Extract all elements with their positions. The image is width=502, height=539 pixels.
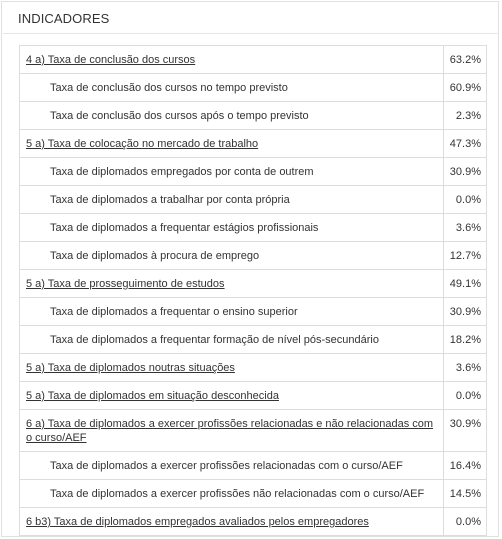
indicator-label-cell	[20, 214, 444, 242]
indicator-row	[20, 410, 487, 452]
sub-indicator-label: Taxa de diplomados a frequentar o ensino superior	[50, 306, 298, 318]
indicator-value: 47.3%	[444, 130, 487, 158]
indicator-label-cell	[20, 452, 444, 480]
sub-indicator-row	[20, 158, 487, 186]
indicator-label-cell	[20, 46, 444, 74]
indicator-value: 30.9%	[444, 410, 487, 452]
sub-indicator-label: Taxa de conclusão dos cursos após o tempo previsto	[50, 110, 309, 122]
indicator-label-cell	[20, 130, 444, 158]
sub-indicator-label: Taxa de diplomados a exercer profissões relacionadas com o curso/AEF	[50, 460, 403, 472]
sub-indicator-label: Taxa de diplomados a frequentar estágios profissionais	[50, 222, 319, 234]
indicator-link[interactable]: 5 a) Taxa de prosseguimento de estudos	[26, 278, 225, 290]
title-divider	[3, 33, 499, 34]
indicator-label-cell	[20, 270, 444, 298]
sub-indicator-row	[20, 186, 487, 214]
indicator-link[interactable]: 6 b3) Taxa de diplomados empregados avaliados pelos empregadores	[26, 516, 369, 528]
indicator-row	[20, 130, 487, 158]
indicator-value: 30.9%	[444, 298, 487, 326]
panel-title: INDICADORES	[18, 11, 110, 26]
sub-indicator-label: Taxa de diplomados à procura de emprego	[50, 250, 260, 262]
indicator-label-cell	[20, 298, 444, 326]
indicator-link[interactable]: 6 a) Taxa de diplomados a exercer profissões relacionadas e não relacionadas com o curso/AEF	[26, 418, 434, 444]
indicator-value: 0.0%	[444, 186, 487, 214]
indicator-row	[20, 46, 487, 74]
indicator-label-cell	[20, 158, 444, 186]
indicator-label-cell	[20, 480, 444, 508]
indicator-value: 63.2%	[444, 46, 487, 74]
sub-indicator-row	[20, 452, 487, 480]
indicators-table-body	[20, 46, 487, 536]
sub-indicator-label: Taxa de conclusão dos cursos no tempo previsto	[50, 82, 288, 94]
indicator-row	[20, 382, 487, 410]
indicator-value: 49.1%	[444, 270, 487, 298]
indicator-link[interactable]: 5 a) Taxa de diplomados noutras situações	[26, 362, 235, 374]
sub-indicator-row	[20, 242, 487, 270]
sub-indicator-row	[20, 298, 487, 326]
indicator-label-cell	[20, 382, 444, 410]
indicator-value: 12.7%	[444, 242, 487, 270]
indicator-row	[20, 508, 487, 536]
indicator-value: 30.9%	[444, 158, 487, 186]
indicator-link[interactable]: 4 a) Taxa de conclusão dos cursos	[26, 54, 196, 66]
indicator-label-cell	[20, 354, 444, 382]
indicator-label-cell	[20, 410, 444, 452]
indicator-label-cell	[20, 242, 444, 270]
sub-indicator-row	[20, 74, 487, 102]
indicators-panel	[1, 1, 499, 537]
indicator-value: 16.4%	[444, 452, 487, 480]
indicator-value: 3.6%	[444, 214, 487, 242]
sub-indicator-label: Taxa de diplomados empregados por conta de outrem	[50, 166, 314, 178]
indicator-row	[20, 270, 487, 298]
indicator-label-cell	[20, 102, 444, 130]
indicators-table	[19, 45, 487, 536]
indicator-label-cell	[20, 74, 444, 102]
sub-indicator-label: Taxa de diplomados a frequentar formação de nível pós-secundário	[50, 334, 379, 346]
indicator-link[interactable]: 5 a) Taxa de colocação no mercado de trabalho	[26, 138, 259, 150]
indicator-label-cell	[20, 508, 444, 536]
sub-indicator-row	[20, 102, 487, 130]
sub-indicator-row	[20, 326, 487, 354]
sub-indicator-label: Taxa de diplomados a exercer profissões não relacionadas com o curso/AEF	[50, 488, 425, 500]
indicator-value: 3.6%	[444, 354, 487, 382]
indicator-link[interactable]: 5 a) Taxa de diplomados em situação desconhecida	[26, 390, 279, 402]
indicator-label-cell	[20, 326, 444, 354]
indicator-value: 14.5%	[444, 480, 487, 508]
sub-indicator-row	[20, 214, 487, 242]
indicator-value: 60.9%	[444, 74, 487, 102]
indicator-value: 18.2%	[444, 326, 487, 354]
indicator-label-cell	[20, 186, 444, 214]
indicator-row	[20, 354, 487, 382]
indicator-value: 2.3%	[444, 102, 487, 130]
sub-indicator-row	[20, 480, 487, 508]
indicator-value: 0.0%	[444, 508, 487, 536]
indicator-value: 0.0%	[444, 382, 487, 410]
sub-indicator-label: Taxa de diplomados a trabalhar por conta própria	[50, 194, 290, 206]
